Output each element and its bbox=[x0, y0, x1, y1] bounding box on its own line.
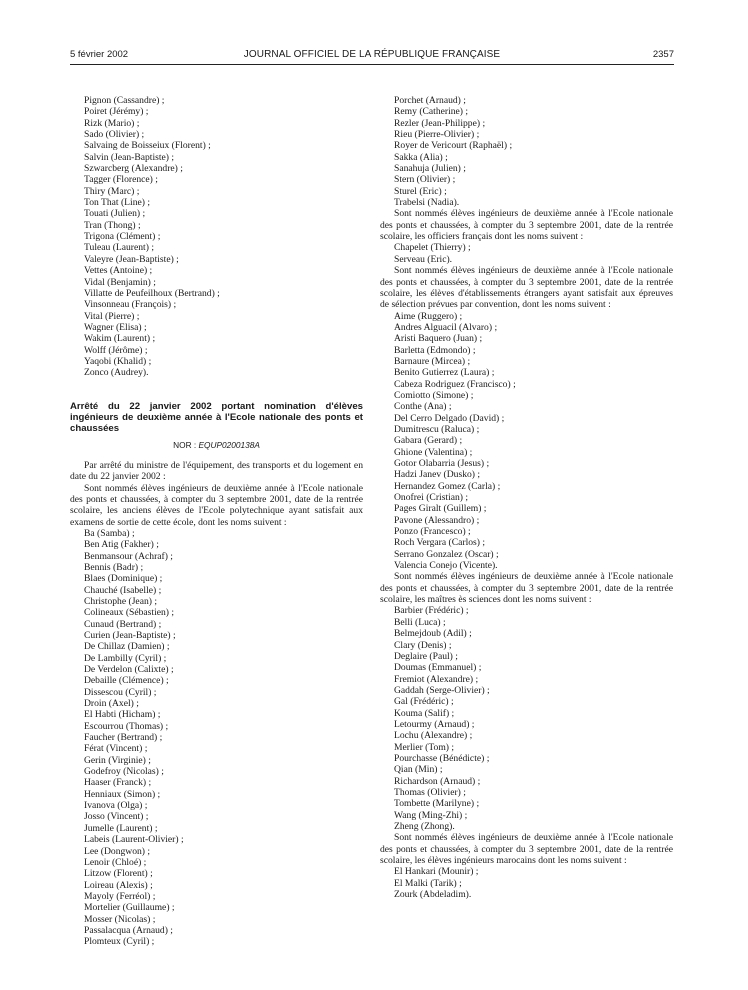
name-entry: Royer de Vericourt (Raphaël) ; bbox=[394, 140, 513, 152]
name-list bbox=[380, 605, 673, 832]
name-entry: Tran (Thong) ; bbox=[84, 219, 141, 231]
name-entry: Pages Giralt (Guillem) ; bbox=[394, 503, 487, 515]
name-entry: Lenoir (Chloé) ; bbox=[84, 856, 147, 868]
name-entry: Barbier (Frédéric) ; bbox=[394, 605, 469, 617]
name-entry: Trabelsi (Nadia). bbox=[394, 197, 460, 209]
name-entry: Mosser (Nicolas) ; bbox=[84, 913, 156, 925]
name-entry: De Lambilly (Cyril) ; bbox=[84, 652, 167, 664]
name-entry: El Hankari (Mounir) ; bbox=[394, 866, 479, 878]
name-entry: Tagger (Florence) ; bbox=[84, 174, 158, 186]
name-entry: Henniaux (Simon) ; bbox=[84, 788, 161, 800]
name-entry: Litzow (Florent) ; bbox=[84, 868, 153, 880]
name-entry: Cabeza Rodriguez (Francisco) ; bbox=[394, 378, 516, 390]
nor-label: NOR : bbox=[173, 440, 197, 451]
name-entry: Sado (Olivier) ; bbox=[84, 129, 145, 141]
name-entry: De Verdelon (Calixte) ; bbox=[84, 664, 174, 676]
page-number: 2357 bbox=[652, 49, 674, 60]
name-entry: Escourrou (Thomas) ; bbox=[84, 720, 169, 732]
name-entry: Lee (Dongwon) ; bbox=[84, 845, 151, 857]
name-entry: Gal (Frédéric) ; bbox=[394, 696, 454, 708]
name-entry: Vettes (Antoine) ; bbox=[84, 265, 153, 277]
section-gap bbox=[70, 379, 363, 401]
name-list bbox=[380, 95, 673, 208]
name-entry: Hernandez Gomez (Carla) ; bbox=[394, 480, 501, 492]
name-entry: Vital (Pierre) ; bbox=[84, 310, 140, 322]
name-entry: Vinsonneau (François) ; bbox=[84, 299, 177, 311]
name-entry: Sturel (Eric) ; bbox=[394, 185, 447, 197]
header-rule bbox=[70, 64, 674, 65]
name-entry: Gaddah (Serge-Olivier) ; bbox=[394, 684, 490, 696]
name-entry: Aristi Baquero (Juan) ; bbox=[394, 333, 483, 345]
name-entry: Deglaire (Paul) ; bbox=[394, 650, 458, 662]
name-entry: Kouma (Salif) ; bbox=[394, 707, 455, 719]
name-entry: Plomteux (Cyril) ; bbox=[84, 936, 155, 948]
name-entry: Trigona (Clément) ; bbox=[84, 231, 161, 243]
name-entry: Szwarcberg (Alexandre) ; bbox=[84, 163, 183, 175]
moroccan-students-paragraph: Sont nommés élèves ingénieurs de deuxième année à l'Ecole nationale des ponts et chaussées, à compter du 3 septembre 2001, date de la rentrée scolaire, les élèves ingénieurs marocains dont les noms suivent : bbox=[380, 832, 673, 867]
name-entry: Letourmy (Arnaud) ; bbox=[394, 718, 475, 730]
name-entry: Poiret (Jérémy) ; bbox=[84, 106, 149, 118]
name-entry: Fremiot (Alexandre) ; bbox=[394, 673, 479, 685]
name-entry: Touati (Julien) ; bbox=[84, 208, 146, 220]
name-entry: De Chillaz (Damien) ; bbox=[84, 641, 170, 653]
name-list bbox=[380, 311, 673, 572]
name-entry: Andres Alguacil (Alvaro) ; bbox=[394, 321, 498, 333]
name-entry: Belmejdoub (Adil) ; bbox=[394, 628, 472, 640]
name-entry: Benmansour (Achraf) ; bbox=[84, 550, 173, 562]
name-entry: Valencia Conejo (Vicente). bbox=[394, 560, 498, 572]
name-entry: Gotor Olabarria (Jesus) ; bbox=[394, 458, 490, 469]
name-entry: Wagner (Elisa) ; bbox=[84, 321, 147, 333]
name-entry: Dumitrescu (Raluca) ; bbox=[394, 423, 480, 435]
name-entry: Passalacqua (Arnaud) ; bbox=[84, 924, 173, 936]
name-entry: Belli (Luca) ; bbox=[394, 616, 446, 628]
name-entry: Ponzo (Francesco) ; bbox=[394, 526, 471, 538]
name-entry: Valeyre (Jean-Baptiste) ; bbox=[84, 253, 179, 265]
name-entry: Ivanova (Olga) ; bbox=[84, 800, 148, 812]
name-entry: Stern (Olivier) ; bbox=[394, 174, 456, 186]
name-list bbox=[70, 95, 363, 379]
name-entry: Haaser (Franck) ; bbox=[84, 777, 152, 789]
name-entry: Gabara (Gerard) ; bbox=[394, 435, 463, 447]
name-entry: Doumas (Emmanuel) ; bbox=[394, 662, 482, 674]
name-entry: Ton That (Line) ; bbox=[84, 197, 151, 209]
name-entry: Barnaure (Mircea) ; bbox=[394, 355, 471, 367]
name-entry: Zonco (Audrey). bbox=[84, 367, 149, 379]
name-entry: Del Cerro Delgado (David) ; bbox=[394, 412, 505, 424]
name-entry: Rizk (Mario) ; bbox=[84, 117, 140, 129]
name-entry: Wolff (Jérôme) ; bbox=[84, 344, 148, 356]
name-entry: Droin (Axel) ; bbox=[84, 698, 139, 710]
right-column bbox=[380, 95, 673, 900]
issue-date: 5 février 2002 bbox=[70, 49, 129, 60]
polytechnique-paragraph: Sont nommés élèves ingénieurs de deuxième année à l'Ecole nationale des ponts et chaussées, à compter du 3 septembre 2001, date de la rentrée scolaire, les anciens élèves de l'Ecole polytechnique ayant satisfait aux examens de sortie de cette école, dont les noms suivent : bbox=[70, 482, 363, 528]
name-entry: Zheng (Zhong). bbox=[394, 821, 455, 832]
name-entry: Wang (Ming-Zhi) ; bbox=[394, 809, 468, 821]
name-entry: Barletta (Edmondo) ; bbox=[394, 344, 476, 356]
name-entry: Mortelier (Guillaume) ; bbox=[84, 902, 175, 914]
name-entry: Mayoly (Ferréol) ; bbox=[84, 890, 156, 902]
name-entry: Aime (Ruggero) ; bbox=[394, 310, 463, 322]
foreign-students-paragraph: Sont nommés élèves ingénieurs de deuxième année à l'Ecole nationale des ponts et chaussées, à compter du 3 septembre 2001, date de la rentrée scolaire, les élèves d'établissements étrangers ayant satisfait aux épreuves de sélection prévues par convention, dont les noms suivent : bbox=[380, 265, 673, 311]
name-entry: Sanahuja (Julien) ; bbox=[394, 163, 466, 175]
name-entry: Thiry (Marc) ; bbox=[84, 185, 140, 197]
name-entry: Bennis (Badr) ; bbox=[84, 561, 144, 573]
name-entry: Debaille (Clémence) ; bbox=[84, 675, 169, 687]
name-entry: Tombette (Marilyne) ; bbox=[394, 798, 480, 810]
name-entry: Faucher (Bertrand) ; bbox=[84, 732, 163, 744]
name-entry: Onofrei (Cristian) ; bbox=[394, 492, 469, 504]
name-entry: Dissescou (Cyril) ; bbox=[84, 686, 157, 698]
name-entry: Villatte de Peufeilhoux (Bertrand) ; bbox=[84, 287, 220, 299]
nor-code: EQUP0200138A bbox=[198, 440, 260, 451]
name-list bbox=[70, 528, 363, 948]
masters-paragraph: Sont nommés élèves ingénieurs de deuxième année à l'Ecole nationale des ponts et chaussées, à compter du 3 septembre 2001, date de la rentrée scolaire, les maîtres ès sciences dont les noms suivent : bbox=[380, 571, 673, 606]
name-entry: Gerin (Virginie) ; bbox=[84, 754, 151, 766]
nor-reference bbox=[70, 440, 363, 451]
name-entry: Chauché (Isabelle) ; bbox=[84, 584, 162, 596]
name-entry: Richardson (Arnaud) ; bbox=[394, 775, 481, 787]
name-entry: Loireau (Alexis) ; bbox=[84, 879, 153, 891]
name-entry: Christophe (Jean) ; bbox=[84, 595, 158, 607]
name-entry: Wakim (Laurent) ; bbox=[84, 333, 156, 345]
page-header bbox=[70, 49, 674, 63]
name-entry: Serveau (Eric). bbox=[394, 253, 453, 265]
name-entry: Merlier (Tom) ; bbox=[394, 741, 455, 753]
left-column bbox=[70, 95, 363, 948]
name-entry: Labeis (Laurent-Olivier) ; bbox=[84, 834, 184, 846]
name-entry: Rieu (Pierre-Olivier) ; bbox=[394, 129, 480, 141]
name-entry: Pignon (Cassandre) ; bbox=[84, 95, 165, 106]
name-entry: Porchet (Arnaud) ; bbox=[394, 95, 466, 106]
name-entry: Blaes (Dominique) ; bbox=[84, 573, 163, 585]
name-entry: Yaqobi (Khalid) ; bbox=[84, 355, 152, 367]
name-entry: Roch Vergara (Carlos) ; bbox=[394, 537, 486, 549]
name-entry: Jumelle (Laurent) ; bbox=[84, 822, 158, 834]
name-entry: Lochu (Alexandre) ; bbox=[394, 730, 473, 742]
name-entry: Tuleau (Laurent) ; bbox=[84, 242, 154, 254]
name-entry: Zourk (Abdeladim). bbox=[394, 889, 472, 901]
name-entry: Clary (Denis) ; bbox=[394, 639, 452, 651]
name-entry: Thomas (Olivier) ; bbox=[394, 786, 466, 798]
name-entry: Ba (Samba) ; bbox=[84, 527, 135, 539]
name-entry: Colineaux (Sébastien) ; bbox=[84, 607, 175, 619]
journal-title: JOURNAL OFFICIEL DE LA RÉPUBLIQUE FRANÇAISE bbox=[243, 49, 501, 60]
name-entry: Salvaing de Boisseiux (Florent) ; bbox=[84, 140, 211, 152]
name-entry: Remy (Catherine) ; bbox=[394, 106, 469, 118]
name-entry: Qian (Min) ; bbox=[394, 764, 443, 776]
intro-paragraph: Par arrêté du ministre de l'équipement, des transports et du logement en date du 22 janvier 2002 : bbox=[70, 459, 363, 483]
name-entry: Curien (Jean-Baptiste) ; bbox=[84, 629, 176, 641]
name-entry: Férat (Vincent) ; bbox=[84, 743, 148, 755]
name-entry: Serrano Gonzalez (Oscar) ; bbox=[394, 548, 499, 560]
name-entry: Hadzi Janev (Dusko) ; bbox=[394, 469, 481, 481]
name-entry: El Malki (Tarik) ; bbox=[394, 877, 462, 889]
name-list bbox=[380, 242, 673, 265]
arrete-title: Arrêté du 22 janvier 2002 portant nomination d'élèves ingénieurs de deuxième année à l'Ecole nationale des ponts et chaussées bbox=[70, 400, 363, 435]
officers-paragraph: Sont nommés élèves ingénieurs de deuxième année à l'Ecole nationale des ponts et chaussées, à compter du 3 septembre 2001, date de la rentrée scolaire, les officiers français dont les noms suivent : bbox=[380, 208, 673, 243]
name-entry: Comiotto (Simone) ; bbox=[394, 389, 474, 401]
name-entry: El Habti (Hicham) ; bbox=[84, 709, 161, 721]
name-entry: Godefroy (Nicolas) ; bbox=[84, 766, 164, 778]
name-entry: Conthe (Ana) ; bbox=[394, 401, 452, 413]
name-entry: Benito Gutierrez (Laura) ; bbox=[394, 367, 495, 379]
name-entry: Pavone (Alessandro) ; bbox=[394, 514, 480, 526]
name-entry: Rezler (Jean-Philippe) ; bbox=[394, 117, 486, 129]
name-entry: Sakka (Alia) ; bbox=[394, 151, 448, 163]
name-entry: Ben Atig (Fakher) ; bbox=[84, 539, 159, 551]
name-entry: Cunaud (Bertrand) ; bbox=[84, 618, 162, 630]
name-entry: Salvin (Jean-Baptiste) ; bbox=[84, 151, 175, 163]
name-entry: Chapelet (Thierry) ; bbox=[394, 242, 471, 254]
name-entry: Ghione (Valentina) ; bbox=[394, 446, 473, 458]
name-list bbox=[380, 866, 673, 900]
name-entry: Vidal (Benjamin) ; bbox=[84, 276, 156, 288]
name-entry: Pourchasse (Bénédicte) ; bbox=[394, 752, 490, 764]
name-entry: Josso (Vincent) ; bbox=[84, 811, 149, 823]
